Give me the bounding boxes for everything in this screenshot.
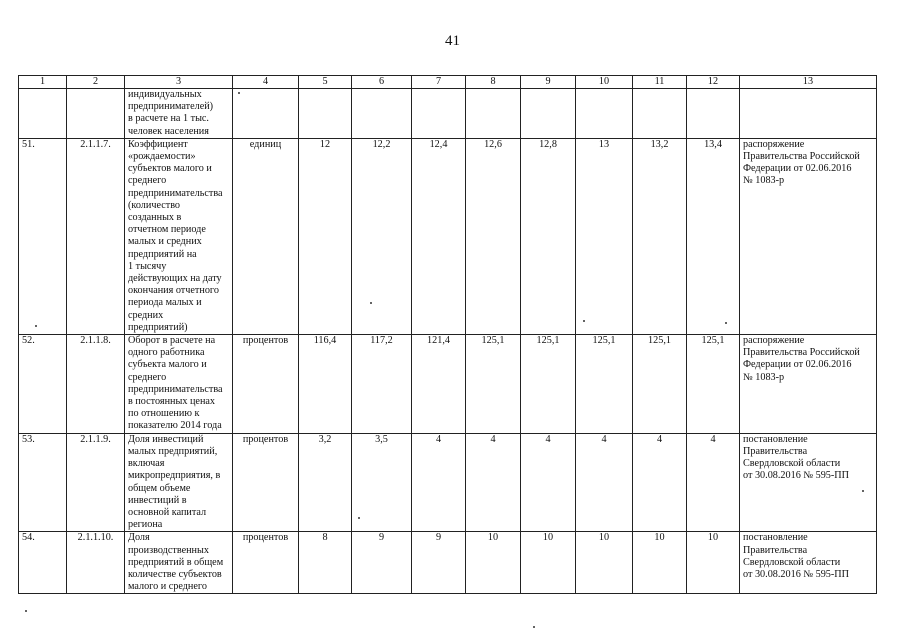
value-cell: 13,2 (633, 138, 687, 334)
indicators-table (18, 75, 877, 594)
column-header: 9 (521, 76, 576, 89)
table-row (19, 89, 877, 139)
unit-cell: процентов (233, 433, 299, 532)
row-number: 52. (19, 335, 67, 434)
table-row (19, 532, 877, 594)
value-cell: 116,4 (299, 335, 352, 434)
value-cell: 10 (687, 532, 740, 594)
row-number: 51. (19, 138, 67, 334)
column-header: 8 (466, 76, 521, 89)
value-cell: 10 (576, 532, 633, 594)
value-cell: 121,4 (412, 335, 466, 434)
column-header: 1 (19, 76, 67, 89)
value-cell: 13,4 (687, 138, 740, 334)
source-document: распоряжение Правительства Российской Федерации от 02.06.2016 № 1083-р (740, 335, 877, 434)
value-cell: 4 (412, 433, 466, 532)
value-cell: 13 (576, 138, 633, 334)
value-cell: 12 (299, 138, 352, 334)
column-header: 12 (687, 76, 740, 89)
value-cell: 9 (412, 532, 466, 594)
scan-speck (583, 320, 585, 322)
scan-speck (533, 626, 535, 628)
value-cell: 9 (352, 532, 412, 594)
column-header: 2 (67, 76, 125, 89)
scan-speck (862, 490, 864, 492)
value-cell: 125,1 (633, 335, 687, 434)
column-header: 13 (740, 76, 877, 89)
indicator-code: 2.1.1.10. (67, 532, 125, 594)
column-header: 6 (352, 76, 412, 89)
indicator-code (67, 89, 125, 139)
value-cell: 10 (633, 532, 687, 594)
value-cell: 12,8 (521, 138, 576, 334)
value-cell: 125,1 (521, 335, 576, 434)
column-header: 5 (299, 76, 352, 89)
indicator-name: Доля производственных предприятий в общем количестве субъектов малого и среднего (125, 532, 233, 594)
unit-cell: процентов (233, 532, 299, 594)
unit-cell (233, 89, 299, 139)
value-cell: 12,2 (352, 138, 412, 334)
value-cell (352, 89, 412, 139)
value-cell: 4 (687, 433, 740, 532)
value-cell: 125,1 (576, 335, 633, 434)
row-number: 53. (19, 433, 67, 532)
indicator-name: индивидуальных предпринимателей) в расчете на 1 тыс. человек населения (125, 89, 233, 139)
source-document (740, 89, 877, 139)
indicator-code: 2.1.1.8. (67, 335, 125, 434)
scan-speck (370, 302, 372, 304)
indicator-code: 2.1.1.9. (67, 433, 125, 532)
value-cell: 3,5 (352, 433, 412, 532)
column-header: 10 (576, 76, 633, 89)
column-header: 4 (233, 76, 299, 89)
value-cell: 8 (299, 532, 352, 594)
value-cell: 12,6 (466, 138, 521, 334)
unit-cell: единиц (233, 138, 299, 334)
column-header: 7 (412, 76, 466, 89)
value-cell: 12,4 (412, 138, 466, 334)
value-cell (299, 89, 352, 139)
table-row (19, 433, 877, 532)
row-number: 54. (19, 532, 67, 594)
value-cell: 4 (576, 433, 633, 532)
value-cell: 3,2 (299, 433, 352, 532)
header-row (19, 76, 877, 89)
source-document: распоряжение Правительства Российской Федерации от 02.06.2016 № 1083-р (740, 138, 877, 334)
unit-cell: процентов (233, 335, 299, 434)
value-cell (633, 89, 687, 139)
value-cell (576, 89, 633, 139)
value-cell (687, 89, 740, 139)
value-cell (521, 89, 576, 139)
scan-speck (238, 92, 240, 94)
row-number (19, 89, 67, 139)
indicator-name: Доля инвестиций малых предприятий, включая микропредприятия, в общем объеме инвестиций в основной капитал региона (125, 433, 233, 532)
source-document: постановление Правительства Свердловской области от 30.08.2016 № 595-ПП (740, 433, 877, 532)
scan-speck (25, 610, 27, 612)
value-cell: 125,1 (687, 335, 740, 434)
scan-speck (725, 322, 727, 324)
value-cell: 125,1 (466, 335, 521, 434)
value-cell: 117,2 (352, 335, 412, 434)
table-row (19, 138, 877, 334)
indicator-name: Коэффициент «рождаемости» субъектов малого и среднего предпринимательства (количество созданных в отчетном периоде малых и средних предприятий на 1 тысячу действующих на дату окончания отчетного периода малых и средних предприятий) (125, 138, 233, 334)
value-cell: 4 (633, 433, 687, 532)
value-cell (412, 89, 466, 139)
table-row (19, 335, 877, 434)
value-cell: 4 (521, 433, 576, 532)
source-document: постановление Правительства Свердловской области от 30.08.2016 № 595-ПП (740, 532, 877, 594)
value-cell (466, 89, 521, 139)
page-number: 41 (445, 33, 460, 49)
indicator-name: Оборот в расчете на одного работника субъекта малого и среднего предпринимательства в постоянных ценах по отношению к показателю 2014 года (125, 335, 233, 434)
value-cell: 4 (466, 433, 521, 532)
column-header: 3 (125, 76, 233, 89)
value-cell: 10 (466, 532, 521, 594)
column-header: 11 (633, 76, 687, 89)
scan-speck (358, 517, 360, 519)
value-cell: 10 (521, 532, 576, 594)
indicator-code: 2.1.1.7. (67, 138, 125, 334)
scan-speck (35, 325, 37, 327)
